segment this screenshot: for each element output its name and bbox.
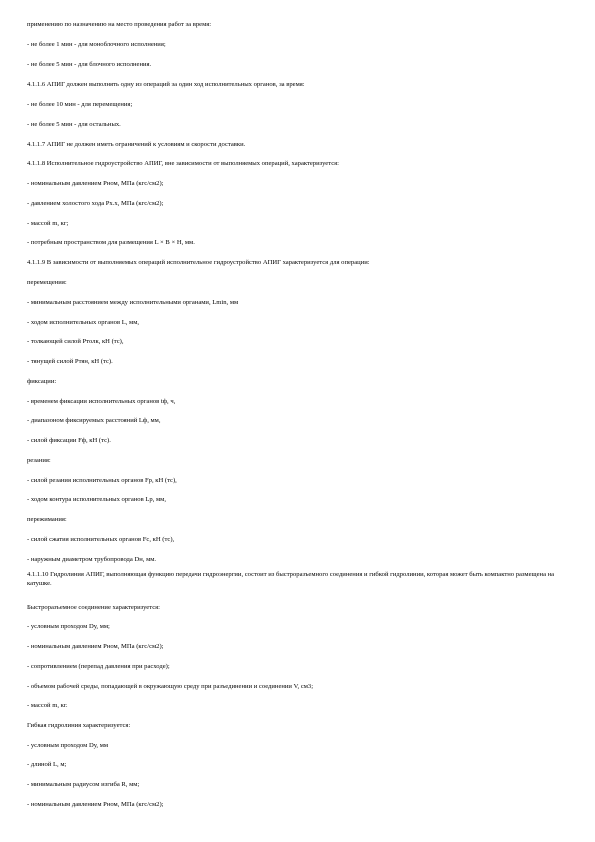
list-item: - объемом рабочей среды, попадающей в окружающую среду при разъединении и соединении V, см3; — [27, 683, 314, 690]
list-item: - наружным диаметром трубопровода Dн, мм. — [27, 556, 157, 563]
list-item: - не более 10 мин - для перемещения; — [27, 101, 133, 108]
text-paragraph: Гибкая гидролиния характеризуется: — [27, 722, 131, 729]
list-item: - массой m, кг. — [27, 702, 68, 709]
section-paragraph: 4.1.1.10 Гидролиния АПИГ, выполняющая функцию передачи гидроэнергии, состоит из быстроразъемного соединения и гибкой гидролинии, которая может быть компактно размещена на катушке. — [27, 571, 555, 587]
text-paragraph: применению по назначению на место проведения работ за время: — [27, 21, 212, 28]
section-paragraph: 4.1.1.6 АПИГ должен выполнять одну из операций за один ход исполнительных органов, за время: — [27, 81, 305, 88]
list-item: - давлением холостого хода Px.x, МПа (кгс/см2); — [27, 200, 164, 207]
list-item: - тянущей силой Pтян, кН (тс). — [27, 358, 113, 365]
list-item: - силой фиксации Fф, кН (тс). — [27, 437, 111, 444]
list-item: - длиной L, м; — [27, 761, 67, 768]
list-item: - номинальным давлением Pном, МПа (кгс/см2); — [27, 180, 164, 187]
section-paragraph: 4.1.1.8 Исполнительное гидроустройство АПИГ, вне зависимости от выполняемых операций, характеризуется: — [27, 160, 339, 167]
list-item: - минимальным расстоянием между исполнительными органами, Lmin, мм — [27, 299, 239, 306]
list-item: - временем фиксации исполнительных органов tф, ч, — [27, 398, 176, 405]
list-item: - условным проходом Dу, мм; — [27, 623, 110, 630]
subheading: пережимания: — [27, 516, 67, 523]
section-paragraph: 4.1.1.7 АПИГ не должен иметь ограничений к условиям и скорости доставки. — [27, 141, 246, 148]
list-item: - потребным пространством для размещения L × B × H, мм. — [27, 239, 195, 246]
text-paragraph: Быстроразъемное соединение характеризуется: — [27, 604, 160, 611]
list-item: - не более 5 мин - для блочного исполнения. — [27, 61, 152, 68]
list-item: - номинальным давлением Pном, МПа (кгс/см2); — [27, 643, 164, 650]
subheading: фиксации: — [27, 378, 57, 385]
list-item: - диапазоном фиксируемых расстояний Lф, мм, — [27, 417, 161, 424]
list-item: - ходом исполнительных органов L, мм, — [27, 319, 140, 326]
subheading: перемещения: — [27, 279, 67, 286]
list-item: - ходом контура исполнительных органов Lр, мм, — [27, 496, 166, 503]
subheading: резания: — [27, 457, 51, 464]
section-paragraph: 4.1.1.9 В зависимости от выполняемых операций исполнительное гидроустройство АПИГ характеризуется для операции: — [27, 259, 370, 266]
list-item: - массой m, кг; — [27, 220, 69, 227]
list-item: - минимальным радиусом изгиба R, мм; — [27, 781, 140, 788]
list-item: - условным проходом Dу, мм — [27, 742, 109, 749]
list-item: - силой резания исполнительных органов Fр, кН (тс), — [27, 477, 177, 484]
list-item: - силой сжатия исполнительных органов Fс, кН (тс), — [27, 536, 175, 543]
list-item: - номинальным давлением Pном, МПа (кгс/см2); — [27, 801, 164, 808]
list-item: - толкающей силой Pтолк, кН (тс), — [27, 338, 124, 345]
list-item: - не более 5 мин - для остальных. — [27, 121, 121, 128]
list-item: - сопротивлением (перепад давления при расходе); — [27, 663, 170, 670]
list-item: - не более 1 мин - для моноблочного исполнения; — [27, 41, 166, 48]
